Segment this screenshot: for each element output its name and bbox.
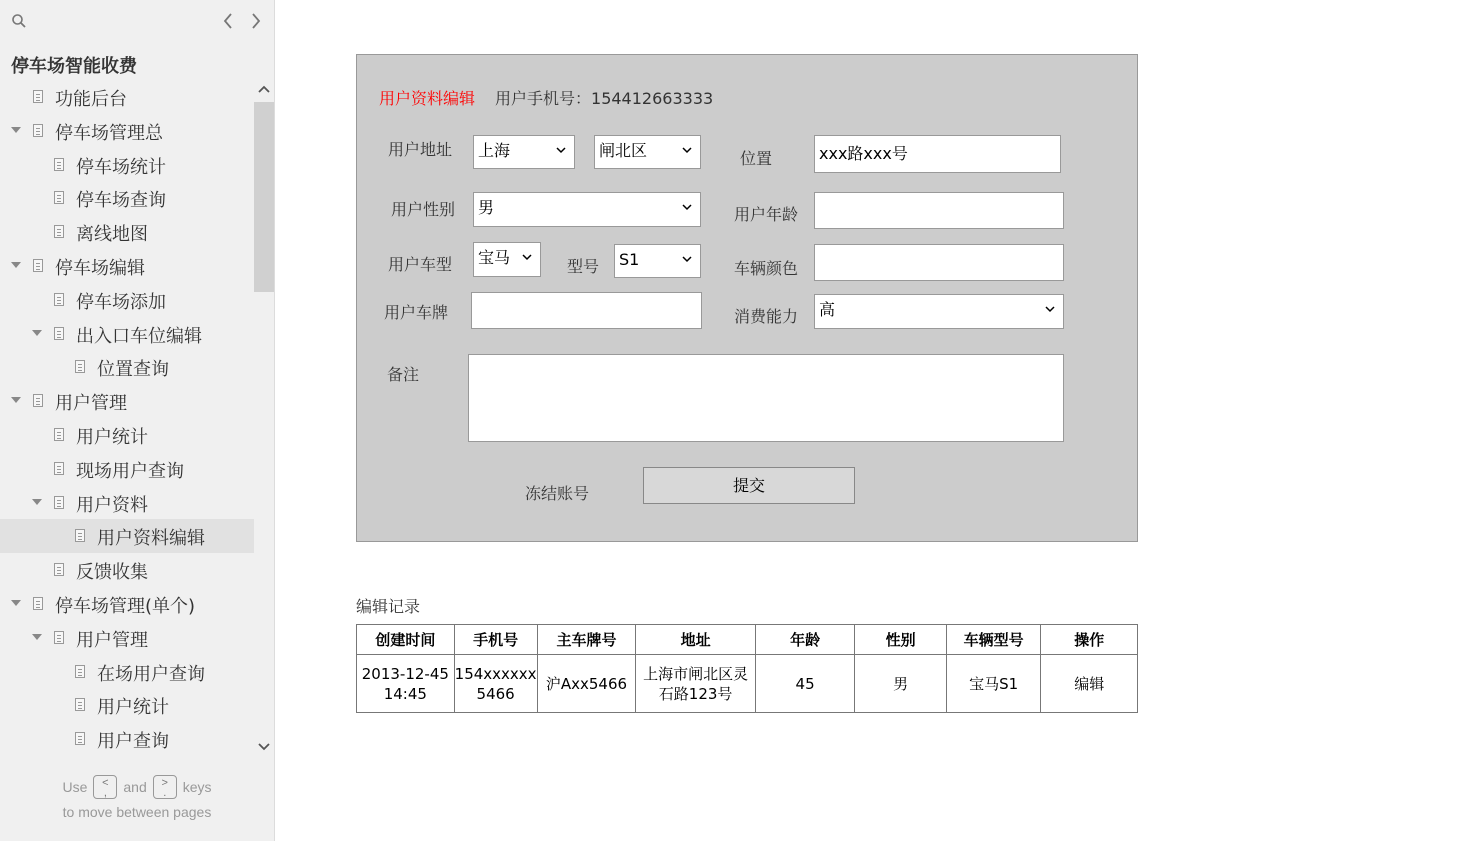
page-icon (33, 597, 43, 610)
city-select-value: 上海 (478, 141, 511, 160)
phone-value: 154412663333 (591, 89, 714, 108)
district-select-value: 闸北区 (599, 141, 648, 160)
gender-select[interactable] (473, 192, 701, 227)
column-header: 手机号 (454, 625, 537, 655)
page-icon (54, 631, 64, 644)
sidebar-item[interactable] (0, 587, 254, 621)
sidebar-item[interactable] (0, 655, 254, 689)
sidebar-item-label: 停车场添加 (76, 291, 166, 313)
table-cell: 宝马S1 (946, 655, 1041, 713)
sidebar-item-label: 位置查询 (97, 359, 169, 381)
table-cell: 154xxxxxx 5466 (454, 655, 537, 713)
sidebar-item-label: 停车场查询 (76, 190, 166, 212)
chevron-right-icon[interactable] (247, 11, 265, 31)
sidebar-item[interactable] (0, 553, 254, 587)
user-profile-form (356, 54, 1138, 542)
search-icon[interactable] (11, 13, 27, 29)
hint-keys: keys (182, 779, 212, 795)
sidebar-item-label: 用户查询 (97, 731, 169, 753)
table-cell: 2013-12-45 14:45 (357, 655, 455, 713)
sidebar-item-label: 离线地图 (76, 224, 148, 246)
sidebar-item-label: 停车场统计 (76, 156, 166, 178)
expand-caret-icon[interactable] (32, 499, 42, 505)
sidebar-item-label: 用户资料 (76, 494, 148, 516)
chevron-down-icon (682, 147, 692, 154)
car-brand-select[interactable] (473, 242, 541, 277)
sidebar-item[interactable] (0, 486, 254, 520)
sidebar-item[interactable] (0, 722, 254, 756)
expand-caret-icon[interactable] (32, 634, 42, 640)
edit-link[interactable]: 编辑 (1041, 655, 1138, 713)
page-icon (54, 327, 64, 340)
hint-use: Use (62, 779, 88, 795)
sidebar-item[interactable] (0, 148, 254, 182)
page-icon (75, 360, 85, 373)
sidebar-item-label: 用户统计 (76, 427, 148, 448)
expand-caret-icon[interactable] (32, 330, 42, 336)
car-brand-select-value: 宝马 (478, 248, 511, 267)
table-cell: 上海市闸北区灵 石路123号 (636, 655, 755, 713)
chevron-down-icon (682, 204, 692, 211)
page-icon (75, 529, 85, 542)
chevron-down-icon (1045, 306, 1055, 313)
gender-label: 用户性别 (391, 200, 456, 219)
sidebar-item[interactable] (0, 384, 254, 418)
page-icon (54, 428, 64, 441)
records-table (356, 624, 1138, 713)
table-body (357, 655, 1138, 713)
spending-label: 消费能力 (734, 307, 799, 326)
plate-input[interactable] (471, 292, 702, 329)
page-icon (33, 124, 43, 137)
sidebar-item[interactable] (0, 215, 254, 249)
phone-display (495, 86, 713, 109)
freeze-account-button[interactable]: 冻结账号 (525, 484, 590, 503)
sidebar-item[interactable] (0, 350, 254, 384)
phone-label: 用户手机号： (495, 89, 592, 108)
column-header: 年龄 (755, 625, 855, 655)
keyboard-hint (0, 772, 274, 820)
gender-select-value: 男 (478, 198, 495, 217)
table-cell: 沪Axx5466 (537, 655, 636, 713)
form-title: 用户资料编辑 (379, 89, 476, 108)
age-input[interactable] (814, 192, 1064, 229)
scroll-up-icon[interactable] (258, 84, 270, 96)
sidebar-topbar (0, 0, 274, 44)
sidebar-item[interactable] (0, 418, 254, 452)
column-header: 车辆型号 (946, 625, 1041, 655)
chevron-down-icon (522, 254, 532, 261)
column-header: 地址 (636, 625, 755, 655)
sidebar-item-label: 现场用户查询 (76, 460, 184, 482)
location-input[interactable]: xxx路xxx号 (814, 135, 1061, 173)
table-row (357, 655, 1138, 713)
chevron-down-icon (682, 256, 692, 263)
column-header: 性别 (855, 625, 947, 655)
page-icon (54, 563, 64, 576)
scrollbar-thumb[interactable] (254, 102, 274, 292)
page-icon (54, 462, 64, 475)
page-icon (75, 665, 85, 678)
sidebar-item[interactable] (0, 181, 254, 215)
sidebar-item-label: 功能后台 (55, 89, 127, 110)
column-header: 操作 (1041, 625, 1138, 655)
sidebar-item-label: 用户统计 (97, 697, 169, 719)
model-select[interactable] (614, 244, 701, 278)
page-icon (54, 293, 64, 306)
page-icon (54, 191, 64, 204)
sidebar-item-label: 出入口车位编辑 (76, 325, 202, 347)
sidebar-item-label: 停车场编辑 (55, 258, 145, 279)
car-type-label: 用户车型 (388, 255, 453, 274)
page-icon (33, 90, 43, 103)
sidebar-item[interactable] (0, 283, 254, 317)
location-label: 位置 (740, 149, 773, 168)
expand-caret-icon[interactable] (11, 262, 21, 268)
page-icon (33, 259, 43, 272)
model-label: 型号 (567, 257, 600, 276)
sidebar-item-label: 在场用户查询 (97, 663, 205, 685)
hint-and: and (123, 779, 147, 795)
remark-label: 备注 (387, 365, 420, 384)
submit-button[interactable]: 提交 (643, 467, 855, 504)
key-prev-icon: < , (93, 775, 117, 799)
age-label: 用户年龄 (734, 205, 799, 224)
car-color-label: 车辆颜色 (734, 259, 799, 278)
table-cell: 男 (855, 655, 947, 713)
sidebar-item-label: 停车场管理(单个) (55, 596, 196, 617)
sidebar (0, 0, 275, 841)
page-icon (54, 158, 64, 171)
city-select[interactable] (473, 135, 575, 169)
sidebar-item-label: 用户管理 (76, 629, 148, 651)
plate-label: 用户车牌 (384, 303, 449, 322)
sidebar-item-label: 用户资料编辑 (97, 528, 205, 550)
sidebar-item-label: 停车场管理总 (55, 122, 163, 144)
column-header: 主车牌号 (537, 625, 636, 655)
spending-select[interactable] (814, 294, 1064, 329)
sidebar-item[interactable] (0, 452, 254, 486)
sidebar-item-label: 反馈收集 (76, 562, 148, 584)
expand-caret-icon[interactable] (11, 600, 21, 606)
sidebar-scrollbar[interactable] (254, 80, 274, 756)
page-icon (75, 732, 85, 745)
page-tree (0, 80, 254, 756)
sidebar-item[interactable] (0, 114, 254, 148)
expand-caret-icon[interactable] (11, 397, 21, 403)
sidebar-item[interactable] (0, 621, 254, 655)
sidebar-item[interactable] (0, 519, 254, 553)
sidebar-item-label: 用户管理 (55, 393, 127, 415)
district-select[interactable] (594, 135, 701, 169)
table-cell: 45 (755, 655, 855, 713)
page-icon (33, 394, 43, 407)
chevron-left-icon[interactable] (219, 11, 237, 31)
car-color-input[interactable] (814, 244, 1064, 281)
key-next-icon: > . (153, 775, 177, 799)
sidebar-item[interactable] (0, 688, 254, 722)
project-title: 停车场智能收费 (11, 56, 137, 77)
records-title: 编辑记录 (356, 597, 421, 616)
sidebar-item[interactable] (0, 249, 254, 283)
table-header-row (357, 625, 1138, 655)
model-select-value: S1 (619, 250, 640, 269)
address-label: 用户地址 (388, 140, 453, 159)
sidebar-item[interactable] (0, 317, 254, 351)
chevron-down-icon (556, 147, 566, 154)
page-icon (75, 698, 85, 711)
page-icon (54, 225, 64, 238)
scroll-down-icon[interactable] (258, 740, 270, 752)
expand-caret-icon[interactable] (11, 127, 21, 133)
column-header: 创建时间 (357, 625, 455, 655)
remark-textarea[interactable] (468, 354, 1064, 442)
hint-line2: to move between pages (62, 804, 212, 820)
page-icon (54, 496, 64, 509)
sidebar-item[interactable] (0, 80, 254, 114)
spending-select-value: 高 (819, 300, 836, 319)
